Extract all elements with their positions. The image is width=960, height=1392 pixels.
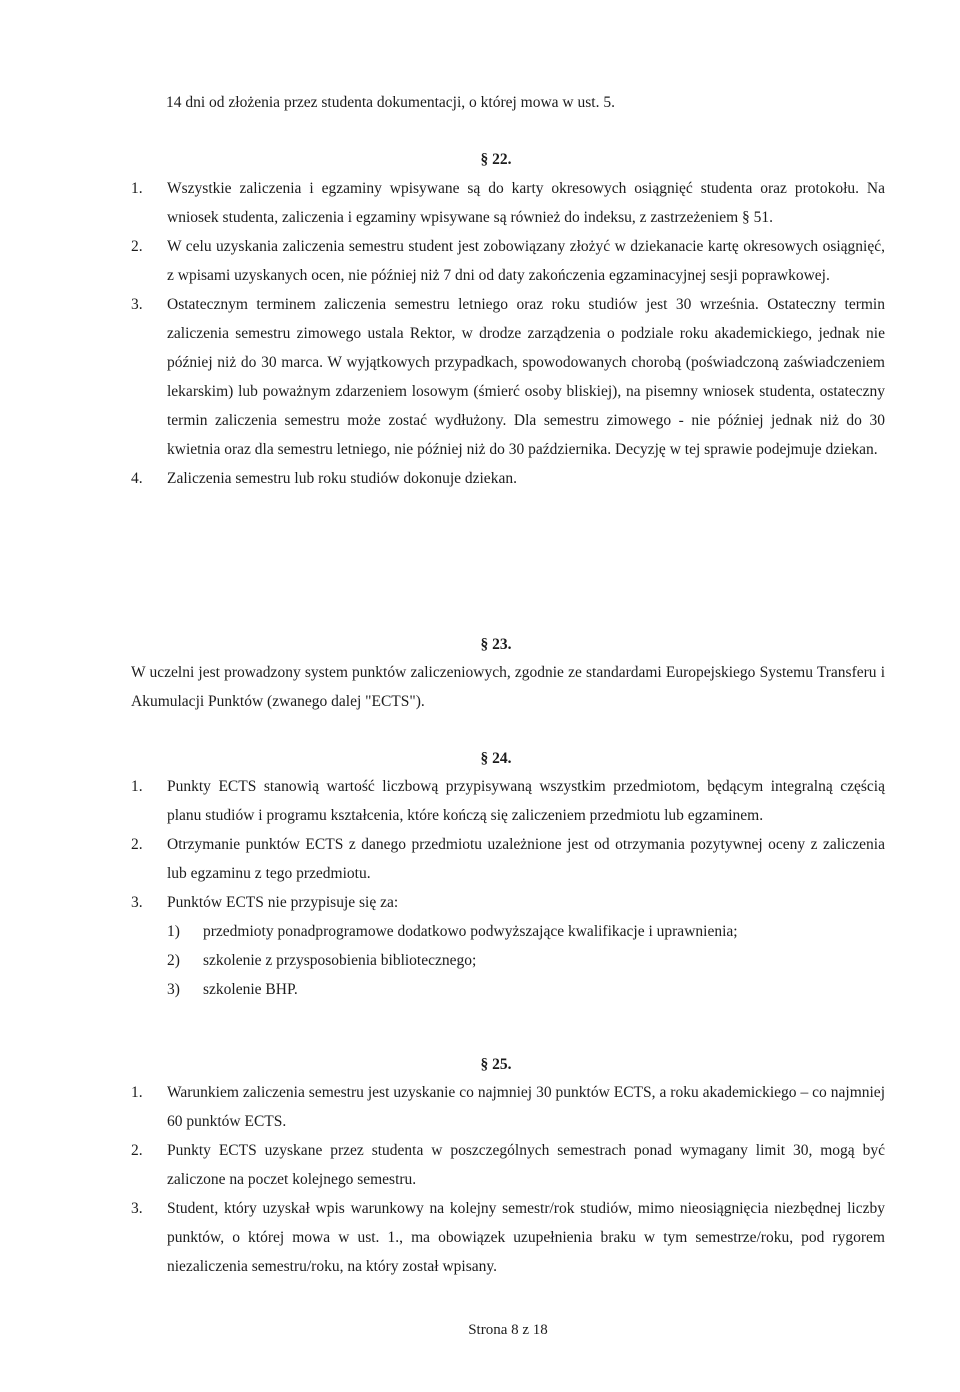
list-item bbox=[131, 1194, 885, 1281]
subitem-text: przedmioty ponadprogramowe dodatkowo podwyższające kwalifikacje i uprawnienia; bbox=[203, 923, 738, 940]
item-text: Otrzymanie punktów ECTS z danego przedmiotu uzależnione jest od otrzymania pozytywnej oceny z zaliczenia lub egzaminu z tego przedmiotu. bbox=[167, 836, 885, 882]
item-text: Warunkiem zaliczenia semestru jest uzyskanie co najmniej 30 punktów ECTS, a roku akademickiego – co najmniej 60 punktów ECTS. bbox=[167, 1084, 885, 1130]
list-item bbox=[131, 888, 885, 917]
intro-paragraph bbox=[166, 88, 886, 117]
subitem-text: szkolenie BHP. bbox=[203, 981, 298, 998]
sub-list-item bbox=[131, 917, 885, 946]
section-23-paragraph: W uczelni jest prowadzony system punktów zaliczeniowych, zgodnie ze standardami Europejskiego Systemu Transferu i Akumulacji Punktów (zwanego dalej "ECTS"). bbox=[131, 664, 885, 710]
item-text: Zaliczenia semestru lub roku studiów dokonuje dziekan. bbox=[167, 470, 517, 487]
item-text: Punktów ECTS nie przypisuje się za: bbox=[167, 894, 399, 911]
item-text: Student, który uzyskał wpis warunkowy na kolejny semestr/rok studiów, mimo nieosiągnięcia niezbędnej liczby punktów, o której mowa w ust. 1., ma obowiązek uzupełnienia braku w tym semestrze/roku, pod rygorem niezaliczenia semestru/roku, na który został wpisany. bbox=[167, 1200, 885, 1275]
list-item bbox=[131, 290, 885, 464]
section-25-heading: § 25. bbox=[480, 1056, 512, 1073]
item-number: 3. bbox=[131, 296, 143, 313]
item-number: 2. bbox=[131, 836, 143, 853]
list-item bbox=[131, 1078, 885, 1136]
page-number-footer: Strona 8 z 18 bbox=[468, 1322, 548, 1338]
item-number: 1. bbox=[131, 180, 143, 197]
item-number: 4. bbox=[131, 470, 143, 487]
section-22-heading: § 22. bbox=[480, 151, 512, 168]
list-item bbox=[131, 174, 885, 232]
sub-list-item bbox=[131, 975, 885, 1004]
list-item bbox=[131, 232, 885, 290]
section-22-list bbox=[131, 174, 885, 493]
subitem-text: szkolenie z przysposobienia bibliotecznego; bbox=[203, 952, 477, 969]
intro-text: 14 dni od złożenia przez studenta dokumentacji, o której mowa w ust. 5. bbox=[166, 94, 615, 111]
section-24-list bbox=[131, 772, 885, 1004]
item-number: 1. bbox=[131, 778, 143, 795]
list-item bbox=[131, 830, 885, 888]
item-number: 3. bbox=[131, 894, 143, 911]
subitem-number: 2) bbox=[167, 952, 180, 969]
item-text: Punkty ECTS stanowią wartość liczbową przypisywaną wszystkim przedmiotom, będącym integralną częścią planu studiów i programu kształcenia, które kończą się zaliczeniem przedmiotu lub egzaminem. bbox=[167, 778, 885, 824]
section-23-body bbox=[131, 658, 885, 716]
list-item bbox=[131, 772, 885, 830]
list-item bbox=[131, 464, 885, 493]
section-24-heading: § 24. bbox=[480, 750, 512, 767]
item-number: 1. bbox=[131, 1084, 143, 1101]
item-text: Wszystkie zaliczenia i egzaminy wpisywane są do karty okresowych osiągnięć studenta oraz protokołu. Na wniosek studenta, zaliczenia i egzaminy wpisywane są również do indeksu, z zastrzeżeniem § 51. bbox=[167, 180, 885, 226]
sub-list-item bbox=[131, 946, 885, 975]
subitem-number: 3) bbox=[167, 981, 180, 998]
section-23-heading: § 23. bbox=[480, 636, 512, 653]
item-number: 3. bbox=[131, 1200, 143, 1217]
item-text: Ostatecznym terminem zaliczenia semestru letniego oraz roku studiów jest 30 września. Ostateczny termin zaliczenia semestru zimowego ustala Rektor, w drodze zarządzenia o podziale roku akademickiego, jednak nie później niż do 30 marca. W wyjątkowych przypadkach, spowodowanych chorobą (poświadczoną zaświadczeniem lekarskim) lub poważnym zdarzeniem losowym (śmierć osoby bliskiej), na pisemny wniosek studenta, ostateczny termin zaliczenia semestru może zostać wydłużony. Dla semestru zimowego - nie później jednak niż do 30 kwietnia oraz dla semestru letniego, nie później niż do 30 października. Decyzję w tej sprawie podejmuje dziekan. bbox=[167, 296, 885, 458]
item-number: 2. bbox=[131, 1142, 143, 1159]
item-text: Punkty ECTS uzyskane przez studenta w poszczególnych semestrach ponad wymagany limit 30, mogą być zaliczone na poczet kolejnego semestru. bbox=[167, 1142, 885, 1188]
item-text: W celu uzyskania zaliczenia semestru student jest zobowiązany złożyć w dziekanacie kartę okresowych osiągnięć, z wpisami uzyskanych ocen, nie później niż 7 dni od daty zakończenia egzaminacyjnej sesji poprawkowej. bbox=[167, 238, 885, 284]
section-25-list bbox=[131, 1078, 885, 1281]
item-number: 2. bbox=[131, 238, 143, 255]
list-item bbox=[131, 1136, 885, 1194]
subitem-number: 1) bbox=[167, 923, 180, 940]
